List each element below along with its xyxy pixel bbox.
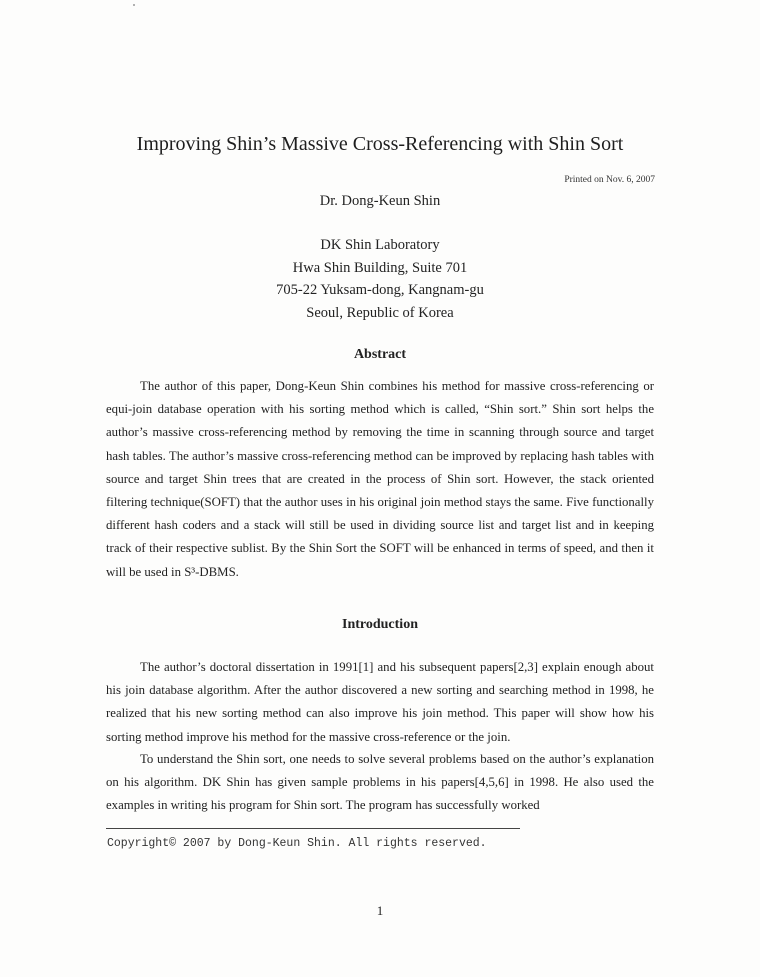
printed-date: Printed on Nov. 6, 2007	[564, 175, 655, 185]
copyright-notice: Copyright© 2007 by Dong-Keun Shin. All rights reserved.	[107, 837, 487, 850]
abstract-paragraph: The author of this paper, Dong-Keun Shin combines his method for massive cross-referencing or equi-join database operation with his sorting method which is called, “Shin sort.” Shin sort helps the author’s massive cross-referencing method by removing the time in scanning through source and target hash tables. The author’s massive cross-referencing method can be improved by replacing hash tables with source and target Shin trees that are created in the process of Shin sort. However, the stack oriented filtering technique(SOFT) that the author uses in his original join method stays the same. Five functionally different hash coders and a stack will still be used in dividing source list and target list and in keeping track of their respective sublist. By the Shin Sort the SOFT will be enhanced in terms of speed, and then it will be used in S³-DBMS.	[106, 379, 654, 579]
introduction-paragraph: The author’s doctoral dissertation in 1991[1] and his subsequent papers[2,3] explain enough about his join database algorithm. After the author discovered a new sorting and searching method in 1998, he realized that his new sorting method can also improve his join method. This paper will show how his sorting method improve his method for the massive cross-reference or the join.	[106, 660, 654, 744]
page-number: 1	[376, 903, 384, 918]
affiliation-line: Hwa Shin Building, Suite 701	[292, 259, 468, 276]
author-name: Dr. Dong-Keun Shin	[319, 193, 441, 209]
affiliation-line: DK Shin Laboratory	[320, 237, 440, 253]
introduction-heading: Introduction	[342, 617, 418, 632]
footnote-divider	[106, 828, 520, 829]
affiliation-line: 705-22 Yuksam-dong, Kangnam-gu	[276, 282, 484, 298]
affiliation-block	[0, 234, 760, 324]
introduction-paragraph: To understand the Shin sort, one needs to solve several problems based on the author’s explanation on his algorithm. DK Shin has given sample problems in his papers[4,5,6] in 1998. He also used the examples in writing his program for Shin sort. The program has successfully worked	[106, 752, 654, 813]
paper-title: Improving Shin’s Massive Cross-Referencing with Shin Sort	[136, 133, 624, 155]
abstract-heading: Abstract	[353, 347, 407, 362]
affiliation-line: Seoul, Republic of Korea	[306, 304, 454, 321]
scan-speck	[133, 4, 135, 6]
